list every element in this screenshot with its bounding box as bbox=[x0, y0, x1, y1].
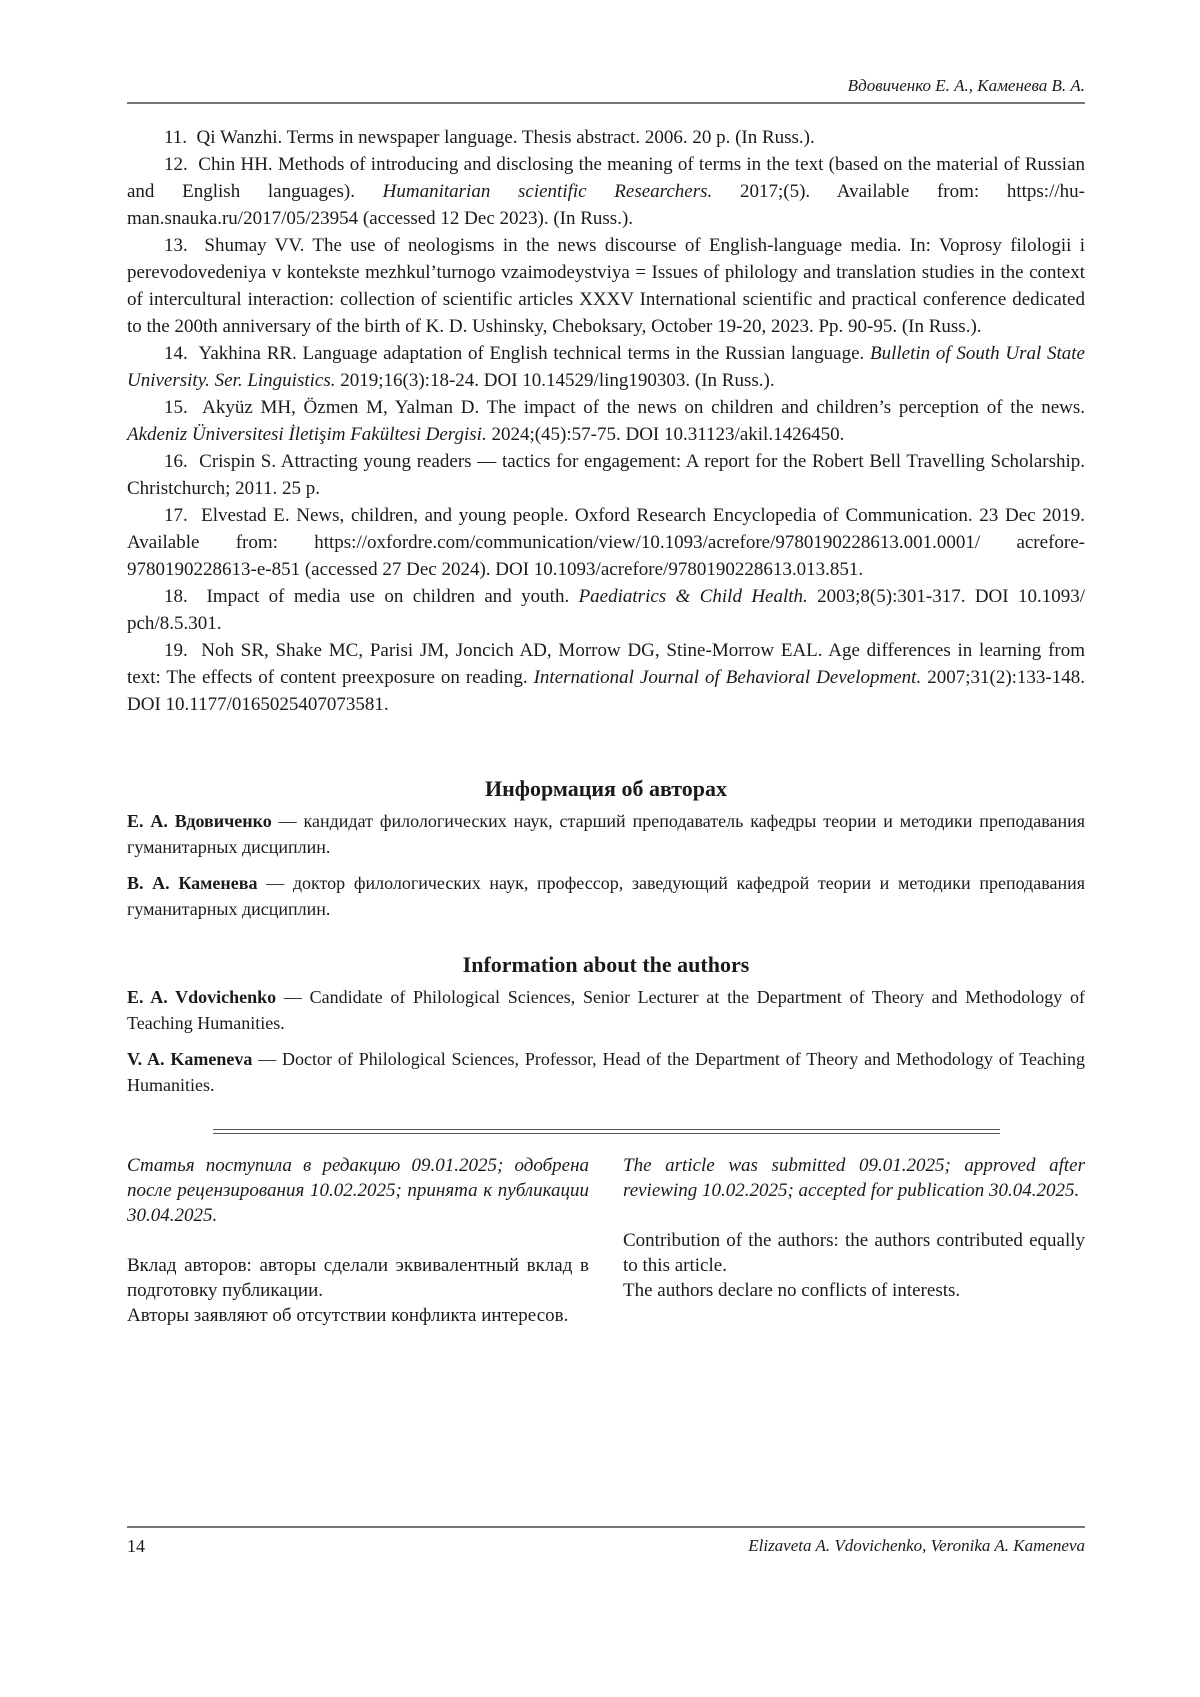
conflict-statement: Авторы заявляют об отсутствии конфликта интересов. bbox=[127, 1305, 569, 1326]
author-bio bbox=[127, 984, 1085, 1036]
author-description: — Candidate of Philological Sciences, Senior Lecturer at the Department of Theory and Methodology of Teaching Humanities. bbox=[127, 987, 1085, 1033]
ref-text: 2007;31(2):133-148. DOI 10.1177/0165025407073581. bbox=[127, 667, 1085, 715]
ref-number: 15. bbox=[164, 397, 188, 418]
ref-source: Bulletin of South Ural State University. Ser. Linguistics. bbox=[127, 343, 1085, 391]
reference-item bbox=[127, 637, 1085, 718]
ref-source: International Journal of Behavioral Development. bbox=[533, 667, 922, 688]
author-name: Е. А. Вдовиченко bbox=[127, 811, 272, 831]
ref-source: Akdeniz Üniversitesi İletişim Fakültesi Dergisi. bbox=[127, 424, 487, 445]
ref-text: 2019;16(3):18-24. DOI 10.14529/ling190303. (In Russ.). bbox=[335, 370, 775, 391]
ref-source: Paediatrics & Child Health. bbox=[578, 586, 808, 607]
author-description: — кандидат филологических наук, старший преподаватель кафедры теории и методики преподавания гуманитарных дисциплин. bbox=[127, 811, 1085, 857]
ref-text: 2003;8(5):301-317. DOI 10.1093/ pch/8.5.301. bbox=[127, 586, 1085, 634]
author-bio bbox=[127, 808, 1085, 860]
ref-text: Crispin S. Attracting young readers — tactics for engagement: A report for the Robert Bell Travelling Scholarship. Christchurch; 2011. 25 p. bbox=[127, 451, 1086, 499]
ref-text: Akyüz MH, Özmen M, Yalman D. The impact of the news on children and children’s perception of the news. bbox=[202, 397, 1086, 418]
section-heading: Information about the authors bbox=[462, 952, 750, 977]
author-name: V. A. Kameneva bbox=[127, 1049, 253, 1069]
reference-item bbox=[127, 124, 1085, 151]
ref-text: 2024;(45):57-75. DOI 10.31123/akil.1426450. bbox=[486, 424, 845, 445]
footer-authors: Elizaveta A. Vdovichenko, Veronika A. Kameneva bbox=[748, 1536, 1085, 1555]
header-rule bbox=[127, 102, 1085, 104]
reference-item bbox=[127, 448, 1085, 502]
ref-text: Elvestad E. News, children, and young people. Oxford Research Encyclopedia of Communication. 23 Dec 2019. Available from: https://oxfordre.com/communication/view/10.1093/acrefore/9780190228613.001.0001/ acrefore-9780190228613-e-851 (accessed 27 Dec 2024). DOI 10.1093/acrefore/9780190228613.013.851. bbox=[127, 505, 1085, 580]
author-contribution: Contribution of the authors: the authors contributed equally to this article. bbox=[623, 1230, 1085, 1276]
section-heading: Информация об авторах bbox=[484, 776, 728, 801]
ref-number: 11. bbox=[164, 127, 188, 148]
reference-item bbox=[127, 151, 1085, 232]
ref-text: Impact of media use on children and youth. bbox=[206, 586, 579, 607]
running-header: Вдовиченко Е. А., Каменева В. А. bbox=[847, 76, 1085, 95]
ref-number: 17. bbox=[164, 505, 188, 526]
article-info-en bbox=[623, 1153, 1085, 1303]
reference-list bbox=[127, 124, 1085, 718]
reference-item bbox=[127, 232, 1085, 340]
reference-item bbox=[127, 583, 1085, 637]
ref-text: Noh SR, Shake MC, Parisi JM, Joncich AD, Morrow DG, Stine-Morrow EAL. Age differences in learning from text: The effects of content preexposure on reading. bbox=[127, 640, 1086, 688]
ref-text: Shumay VV. The use of neologisms in the news discourse of English-language media. In: Voprosy filologii i perevodovedeniya v kontekste mezhkul’turnogo vzaimodeystviya = Issues of philology and translation studies in the context of intercultural interaction: collection of scientific articles XXXV International scientific and practical conference dedicated to the 200th anniversary of the birth of K. D. Ushinsky, Cheboksary, October 19-20, 2023. Pp. 90-95. (In Russ.). bbox=[127, 235, 1086, 337]
conflict-statement: The authors declare no conflicts of interests. bbox=[623, 1280, 961, 1301]
footer-rule bbox=[127, 1526, 1085, 1528]
ref-number: 14. bbox=[164, 343, 188, 364]
double-divider bbox=[213, 1129, 1000, 1134]
article-dates: The article was submitted 09.01.2025; approved after reviewing 10.02.2025; accepted for publication 30.04.2025. bbox=[623, 1155, 1085, 1201]
ref-number: 16. bbox=[164, 451, 188, 472]
author-name: E. A. Vdovichenko bbox=[127, 987, 277, 1007]
reference-item bbox=[127, 340, 1085, 394]
authors-info-ru bbox=[127, 776, 1085, 932]
author-description: — доктор филологических наук, профессор, заведующий кафедрой теории и методики преподавания гуманитарных дисциплин. bbox=[127, 873, 1085, 919]
ref-text: Qi Wanzhi. Terms in newspaper language. Thesis abstract. 2006. 20 p. (In Russ.). bbox=[196, 127, 815, 148]
ref-number: 12. bbox=[164, 154, 188, 175]
ref-number: 13. bbox=[164, 235, 188, 256]
article-info-ru bbox=[127, 1153, 589, 1328]
ref-text: 2017;(5). Available from: https://human.snauka.ru/2017/05/23954 (accessed 12 Dec 2023). (In Russ.). bbox=[127, 181, 1085, 229]
ref-number: 19. bbox=[164, 640, 188, 661]
ref-text: Yakhina RR. Language adaptation of English technical terms in the Russian language. bbox=[198, 343, 870, 364]
ref-number: 18. bbox=[164, 586, 188, 607]
author-bio bbox=[127, 1046, 1085, 1098]
author-contribution: Вклад авторов: авторы сделали эквивалентный вклад в подготовку публикации. bbox=[127, 1255, 589, 1301]
author-name: В. А. Каменева bbox=[127, 873, 258, 893]
ref-source: Humanitarian scientific Researchers. bbox=[382, 181, 713, 202]
authors-info-en bbox=[127, 952, 1085, 1108]
page-number: 14 bbox=[127, 1536, 145, 1556]
reference-item bbox=[127, 394, 1085, 448]
author-bio bbox=[127, 870, 1085, 922]
article-dates: Статья поступила в редакцию 09.01.2025; одобрена после рецензирования 10.02.2025; принята к публикации 30.04.2025. bbox=[127, 1155, 589, 1226]
reference-item bbox=[127, 502, 1085, 583]
ref-text: Chin HH. Methods of introducing and disclosing the meaning of terms in the text (based on the material of Russian and English languages). bbox=[127, 154, 1085, 202]
author-description: — Doctor of Philological Sciences, Professor, Head of the Department of Theory and Methodology of Teaching Humanities. bbox=[127, 1049, 1085, 1095]
